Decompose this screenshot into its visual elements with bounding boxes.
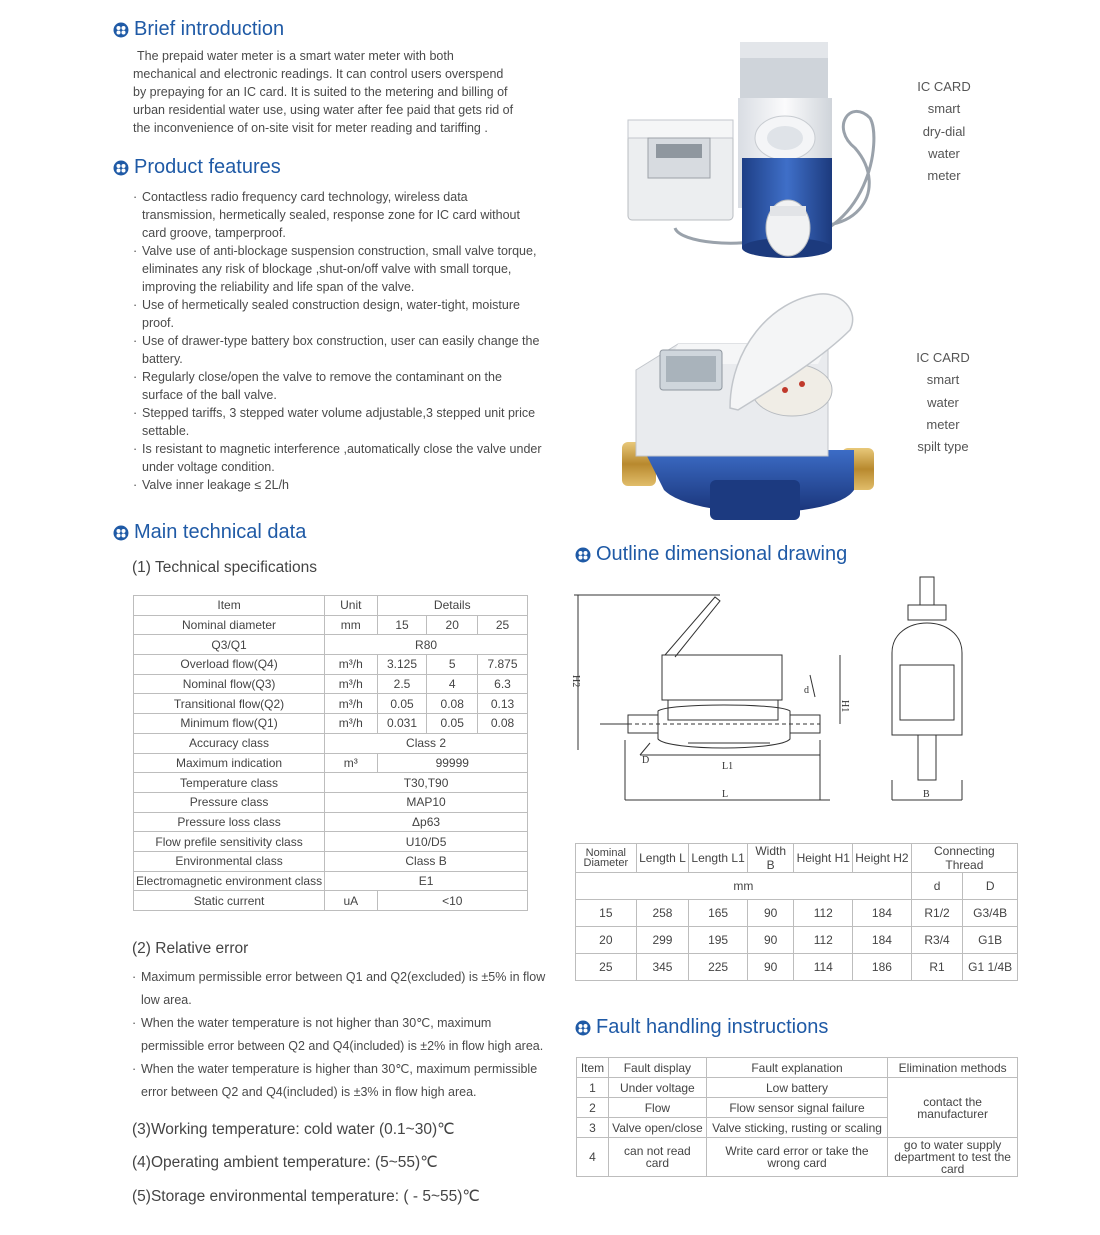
table-row (577, 1078, 1018, 1098)
table-row (134, 655, 528, 675)
table-row (576, 927, 1018, 954)
table-cell: Electromagnetic environment class (134, 871, 325, 891)
table-cell: m³/h (325, 694, 377, 714)
table-cell: MAP10 (325, 792, 528, 812)
feature-item: · Stepped tariffs, 3 stepped water volume adjustable,3 stepped unit price settable. (133, 404, 543, 440)
section-bullet-icon (113, 525, 129, 541)
table-cell: 258 (636, 900, 689, 927)
table-cell: 90 (747, 900, 794, 927)
split-type-meter-photo (620, 290, 880, 530)
table-cell: Transitional flow(Q2) (134, 694, 325, 714)
table-cell: 90 (747, 954, 794, 981)
table-row (576, 954, 1018, 981)
ambient-temperature: (4)Operating ambient temperature: (5~55)℃ (132, 1154, 438, 1171)
table-cell: 90 (747, 927, 794, 954)
table-cell: G1B (963, 927, 1018, 954)
table-cell: Valve sticking, rusting or scaling (706, 1118, 887, 1138)
caption-line: meter (927, 168, 961, 184)
table-cell: Pressure loss class (134, 812, 325, 832)
table-cell: 6.3 (477, 674, 527, 694)
table-cell: Write card error or take the wrong card (706, 1138, 887, 1177)
table-cell: Class B (325, 851, 528, 871)
table-cell: 2 (577, 1098, 609, 1118)
table-cell: go to water supply department to test the card (888, 1138, 1018, 1177)
caption-dry-dial (909, 76, 979, 187)
table-cell: 345 (636, 954, 689, 981)
table-cell: Static current (134, 891, 325, 911)
table-cell: 7.875 (477, 655, 527, 675)
label-b: B (923, 789, 930, 800)
table-cell: 114 (794, 954, 853, 981)
table-row (134, 851, 528, 871)
table-cell: 15 (576, 900, 637, 927)
table-cell: 20 (427, 615, 478, 635)
caption-line: smart (927, 101, 961, 117)
relative-error-list (132, 966, 552, 1104)
table-cell: U10/D5 (325, 832, 528, 852)
label-l1: L1 (722, 761, 734, 772)
table-cell: 1 (577, 1078, 609, 1098)
feature-item: · Use of hermetically sealed construction design, water-tight, moisture proof. (133, 296, 543, 332)
table-row (576, 844, 1018, 873)
table-cell: 0.05 (427, 714, 478, 734)
table-row (134, 832, 528, 852)
table-cell: contact the manufacturer (888, 1078, 1018, 1138)
header-cell: Connecting Thread (911, 844, 1017, 873)
table-cell: 4 (577, 1138, 609, 1177)
storage-temperature: (5)Storage environmental temperature: ( - 5~55)℃ (132, 1188, 480, 1205)
features-list (133, 188, 543, 494)
table-cell: 4 (427, 674, 478, 694)
table-cell: 195 (689, 927, 748, 954)
table-cell: 25 (576, 954, 637, 981)
table-cell: can not read card (608, 1138, 706, 1177)
table-cell: Nominal flow(Q3) (134, 674, 325, 694)
table-cell: 0.08 (477, 714, 527, 734)
table-cell: 3.125 (377, 655, 427, 675)
table-row (576, 900, 1018, 927)
table-cell: 186 (853, 954, 912, 981)
table-cell: 299 (636, 927, 689, 954)
table-cell: 165 (689, 900, 748, 927)
table-cell: mm (325, 615, 377, 635)
table-row (134, 615, 528, 635)
label-h1: H1 (839, 700, 850, 713)
caption-line: spilt type (917, 439, 969, 455)
header-cell: Fault explanation (706, 1058, 887, 1078)
header-cell: Height H2 (853, 844, 912, 873)
table-row (134, 891, 528, 911)
table-cell: 3 (577, 1118, 609, 1138)
caption-line: IC CARD (917, 79, 971, 94)
table-cell: 0.05 (377, 694, 427, 714)
header-cell: Details (377, 596, 528, 616)
section-bullet-icon (575, 1020, 591, 1036)
table-row (134, 773, 528, 793)
fault-handling-table (576, 1057, 1018, 1177)
table-row (134, 694, 528, 714)
feature-item: · Valve use of anti-blockage suspension construction, small valve torque, eliminates any risk of blockage ,shut-on/off valve with small torque, improving the reliability and life span of the valve. (133, 242, 543, 296)
section-bullet-icon (575, 547, 591, 563)
section-title-tech: Main technical data (113, 521, 306, 544)
outline-drawing (570, 575, 970, 805)
label-d: d (804, 685, 809, 696)
relative-error-subtitle: (2) Relative error (132, 940, 249, 957)
table-row (577, 1138, 1018, 1177)
table-cell: m³/h (325, 655, 377, 675)
feature-item: · Is resistant to magnetic interference ,automatically close the valve under under voltage condition. (133, 440, 543, 476)
table-cell: <10 (377, 891, 528, 911)
table-row (134, 753, 528, 773)
header-cell: Length L1 (689, 844, 748, 873)
table-cell: m³ (325, 753, 377, 773)
table-cell: Flow (608, 1098, 706, 1118)
table-cell: 2.5 (377, 674, 427, 694)
label-D: D (642, 755, 650, 766)
section-bullet-icon (113, 22, 129, 38)
table-row (576, 873, 1018, 900)
table-row (134, 733, 528, 753)
table-cell: R3/4 (911, 927, 963, 954)
table-row (134, 714, 528, 734)
table-row (134, 792, 528, 812)
caption-line: dry-dial (922, 123, 966, 139)
table-cell: Accuracy class (134, 733, 325, 753)
table-cell: R1/2 (911, 900, 963, 927)
section-bullet-icon (113, 160, 129, 176)
table-cell: mm (576, 873, 912, 900)
table-cell: 99999 (377, 753, 528, 773)
table-cell: D (963, 873, 1018, 900)
feature-item: · Regularly close/open the valve to remove the contaminant on the surface of the ball valve. (133, 368, 543, 404)
working-temperature: (3)Working temperature: cold water (0.1~30)℃ (132, 1121, 455, 1138)
table-cell: 0.08 (427, 694, 478, 714)
header-cell: Item (577, 1058, 609, 1078)
technical-spec-table (133, 595, 528, 911)
dry-dial-meter-photo (620, 38, 890, 268)
header-cell: Item (134, 596, 325, 616)
table-cell: 225 (689, 954, 748, 981)
table-cell: 184 (853, 900, 912, 927)
table-cell: m³/h (325, 674, 377, 694)
table-cell: 0.13 (477, 694, 527, 714)
table-cell: m³/h (325, 714, 377, 734)
table-cell: 25 (477, 615, 527, 635)
table-row (134, 871, 528, 891)
table-row (577, 1058, 1018, 1078)
error-item: · When the water temperature is not higher than 30℃, maximum permissible error between Q2 and Q4(included) is ±2% in flow high area. (132, 1012, 552, 1058)
table-cell: Flow sensor signal failure (706, 1098, 887, 1118)
table-cell: d (911, 873, 963, 900)
table-row (134, 635, 528, 655)
table-cell: Temperature class (134, 773, 325, 793)
table-cell: Maximum indication (134, 753, 325, 773)
caption-line: IC CARD (916, 350, 970, 365)
table-cell: Q3/Q1 (134, 635, 325, 655)
table-cell: 5 (427, 655, 478, 675)
header-cell: Fault display (608, 1058, 706, 1078)
table-cell: Valve open/close (608, 1118, 706, 1138)
feature-item: · Valve inner leakage ≤ 2L/h (133, 476, 543, 494)
table-row (134, 674, 528, 694)
caption-split-type (908, 347, 978, 458)
section-title-fault: Fault handling instructions (575, 1016, 828, 1039)
table-cell: 20 (576, 927, 637, 954)
section-title-outline: Outline dimensional drawing (575, 543, 847, 566)
dimensions-table (575, 843, 1018, 981)
caption-line: water (927, 394, 959, 410)
feature-item: · Contactless radio frequency card technology, wireless data transmission, hermetically sealed, response zone for IC card without card groove, tamperproof. (133, 188, 543, 242)
table-cell: Pressure class (134, 792, 325, 812)
section-title-features: Product features (113, 156, 281, 179)
header-cell: Elimination methods (888, 1058, 1018, 1078)
label-h2: H2 (570, 675, 581, 688)
table-row (134, 596, 528, 616)
error-item: · When the water temperature is higher than 30℃, maximum permissible error between Q2 and Q4(included) is ±3% in flow high area. (132, 1058, 552, 1104)
caption-line: water (928, 145, 960, 161)
table-cell: 184 (853, 927, 912, 954)
feature-item: · Use of drawer-type battery box construction, user can easily change the battery. (133, 332, 543, 368)
tech-spec-subtitle: (1) Technical specifications (132, 559, 317, 576)
table-cell: 0.031 (377, 714, 427, 734)
table-cell: Flow prefile sensitivity class (134, 832, 325, 852)
table-cell: R80 (325, 635, 528, 655)
table-cell: Class 2 (325, 733, 528, 753)
table-cell: G1 1/4B (963, 954, 1018, 981)
brief-paragraph: The prepaid water meter is a smart water meter with both mechanical and electronic readings. It can control users overspend by prepaying for an IC card. It is suited to the metering and billing of urban residential water use, using water after fee paid that gets rid of the inconvenience of on-site visit for meter reading and tariffing . (133, 49, 514, 135)
table-cell: Minimum flow(Q1) (134, 714, 325, 734)
table-cell: R1 (911, 954, 963, 981)
header-cell: Length L (636, 844, 689, 873)
table-cell: Low battery (706, 1078, 887, 1098)
table-cell: Environmental class (134, 851, 325, 871)
caption-line: smart (926, 372, 960, 388)
table-cell: Nominal diameter (134, 615, 325, 635)
table-cell: E1 (325, 871, 528, 891)
table-cell: G3/4B (963, 900, 1018, 927)
table-cell: Overload flow(Q4) (134, 655, 325, 675)
table-cell: 112 (794, 900, 853, 927)
table-cell: Δp63 (325, 812, 528, 832)
label-l: L (722, 789, 729, 800)
section-title-brief: Brief introduction (113, 18, 284, 41)
table-cell: uA (325, 891, 377, 911)
header-cell: Nominal Diameter (576, 844, 637, 873)
header-cell: Width B (747, 844, 794, 873)
caption-line: meter (926, 416, 960, 432)
table-row (134, 812, 528, 832)
table-cell: 15 (377, 615, 427, 635)
table-cell: Under voltage (608, 1078, 706, 1098)
header-cell: Height H1 (794, 844, 853, 873)
header-cell: Unit (325, 596, 377, 616)
table-cell: 112 (794, 927, 853, 954)
table-cell: T30,T90 (325, 773, 528, 793)
error-item: · Maximum permissible error between Q1 and Q2(excluded) is ±5% in flow low area. (132, 966, 552, 1012)
